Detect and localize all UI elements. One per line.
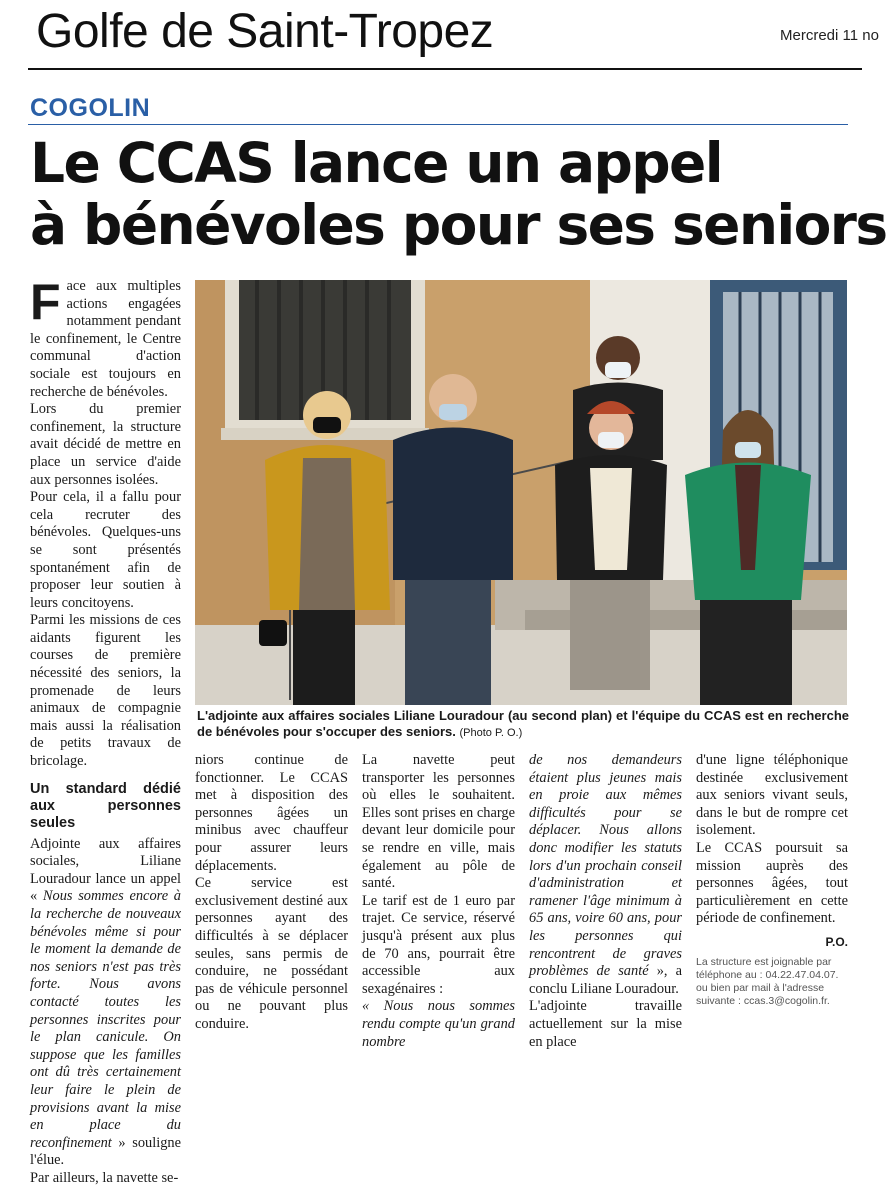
paragraph: Le tarif est de 1 euro par trajet. Ce service, réservé jusqu'à présent aux plus de 70 ans, pourrait être accessible aux sexagénaires :	[362, 892, 515, 997]
quote-text: Nous sommes encore à la recherche de nouveaux bénévoles même si pour le moment la demande de nos seniors n'est pas très forte. Nous avons contacté toutes les personnes inscrites pour le plan canicule. On suppose que les familles ont dû très certainement leur faire le plein de provisions avant la mise en place du reconfinement	[30, 888, 181, 1151]
paragraph: La navette peut transporter les personnes où elles le souhaitent. Elles sont prises en charge devant leur domicile pour se rendre en ville, mais également au pôle de santé.	[362, 752, 515, 892]
photo-illustration	[195, 280, 847, 705]
paragraph-text: » souligne l'élue.	[30, 1134, 181, 1169]
paragraph: d'une ligne téléphonique destinée exclusivement aux seniors vivant seuls, dans le but de rompre cet isolement.	[696, 752, 848, 839]
paragraph: Le CCAS poursuit sa mission auprès des personnes âgées, tout particulièrement en cette période de confinement.	[696, 839, 848, 927]
paragraph	[30, 274, 181, 401]
article-column-3	[362, 752, 515, 1051]
headline-line-1: Le CCAS lance un appel	[30, 131, 722, 195]
paragraph-text: Adjointe aux affaires sociales, Liliane Louradour lance un appel «	[30, 835, 181, 905]
paragraph: L'adjointe travaille actuellement sur la mise en place	[529, 998, 682, 1050]
quote-text: de nos demandeurs étaient plus jeunes mais en proie aux mêmes difficultés pour se déplacer. Nous allons donc modifier les statuts lors d'un prochain conseil d'administration et ramener l'âge minimum à 65 ans, voire 60 ans, pour les personnes qui rencontrent de graves problèmes de santé	[529, 752, 682, 980]
drop-cap: F	[30, 274, 61, 330]
headline-line-2: à bénévoles pour ses seniors	[30, 193, 886, 257]
article-column-5	[696, 752, 848, 1008]
paragraph	[30, 836, 181, 1170]
paragraph-text: », a conclu Liliane Louradour.	[529, 963, 682, 997]
masthead-rule	[28, 68, 862, 70]
article-photo	[195, 280, 847, 705]
contact-footnote: La structure est joignable par téléphone au : 04.22.47.04.07. ou bien par mail à l'adresse suivante : ccas.3@cogolin.fr.	[696, 955, 839, 1007]
paragraph: niors continue de fonctionner. Le CCAS met à disposition des personnes âgées un minibus avec chauffeur pour assurer leurs déplacements.	[195, 752, 348, 874]
article-column-4	[529, 752, 682, 1051]
paragraph: Lors du premier confinement, la structure avait décidé de mettre en place un service d'aide aux personnes isolées.	[30, 401, 181, 488]
paragraph: Par ailleurs, la navette se-	[30, 1169, 179, 1186]
paragraph	[529, 752, 682, 998]
article-column-2	[195, 752, 348, 1034]
newspaper-edition-title: Golfe de Saint-Tropez	[36, 5, 494, 58]
subheading: Un standard dédié aux personnes seules	[30, 780, 181, 831]
paragraph-text: ace aux multiples actions engagées notamment pendant le confinement, le Centre communal d'action sociale est toujours en recherche de bénévoles.	[30, 278, 181, 400]
quote-paragraph: « Nous nous sommes rendu compte qu'un grand nombre	[362, 998, 515, 1050]
caption-text: L'adjointe aux affaires sociales Liliane Louradour (au second plan) et l'équipe du CCAS est en recherche de bénévoles pour s'occuper des seniors.	[197, 708, 849, 739]
section-rule	[28, 124, 848, 125]
article-column-1	[30, 274, 181, 1188]
photo-caption	[197, 708, 849, 741]
photo-credit: (Photo P. O.)	[459, 726, 523, 739]
edition-date: Mercredi 11 no	[780, 27, 879, 44]
paragraph: Parmi les missions de ces aidants figurent les courses de première nécessité des seniors, la promenade de leurs animaux de compagnie mais aussi la réalisation de petits travaux de bricolage.	[30, 612, 181, 770]
author-signature: P.O.	[825, 934, 848, 949]
section-label: COGOLIN	[30, 94, 151, 122]
paragraph: Ce service est exclusivement destiné aux personnes ayant des difficultés à se déplacer seules, sans permis de conduire, ne possédant pas de véhicule personnel ou ne pouvant plus conduire.	[195, 875, 348, 1032]
article-headline	[30, 131, 886, 257]
paragraph: Pour cela, il a fallu pour cela recruter des bénévoles. Quelques-uns se sont présentés spontanément afin de proposer leur soutien à leurs concitoyens.	[30, 489, 181, 611]
